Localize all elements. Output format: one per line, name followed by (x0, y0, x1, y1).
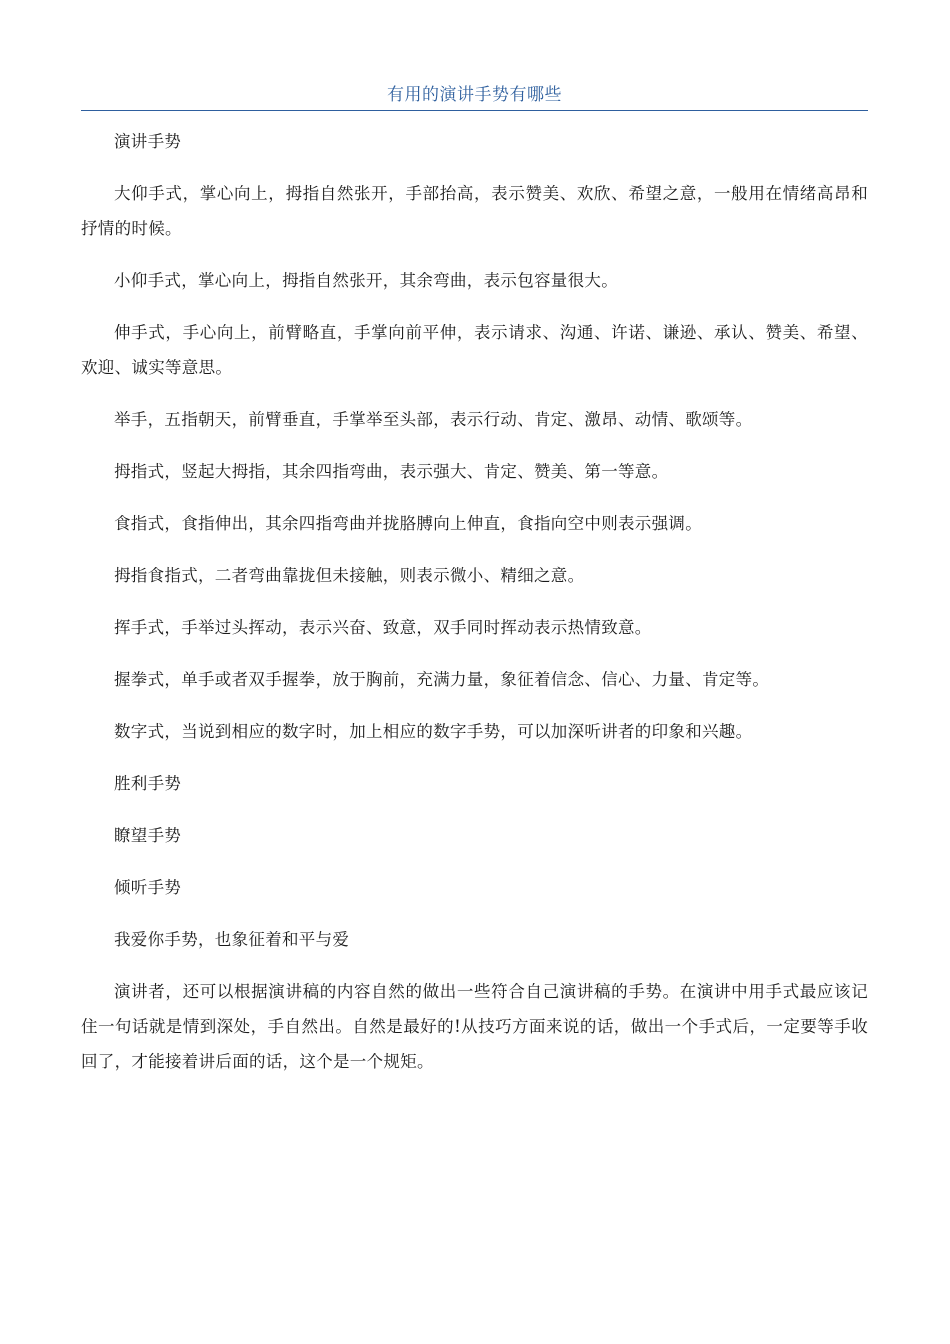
paragraph: 握拳式，单手或者双手握拳，放于胸前，充满力量，象征着信念、信心、力量、肯定等。 (114, 670, 770, 689)
paragraph: 演讲者，还可以根据演讲稿的内容自然的做出一些符合自己演讲稿的手势。在演讲中用手式最应该记住一句话就是情到深处，手自然出。自然是最好的!从技巧方面来说的话，做出一个手式后，一定要等手收回了，才能接着讲后面的话，这个是一个规矩。 (81, 982, 868, 1071)
paragraph: 挥手式，手举过头挥动，表示兴奋、致意，双手同时挥动表示热情致意。 (114, 618, 652, 637)
paragraph: 举手，五指朝天，前臂垂直，手掌举至头部，表示行动、肯定、激昂、动情、歌颂等。 (114, 410, 753, 429)
paragraph: 瞭望手势 (114, 826, 182, 845)
paragraph: 小仰手式，掌心向上，拇指自然张开，其余弯曲，表示包容量很大。 (114, 271, 618, 290)
paragraph: 伸手式，手心向上，前臂略直，手掌向前平伸，表示请求、沟通、许诺、谦逊、承认、赞美、希望、欢迎、诚实等意思。 (81, 323, 868, 377)
paragraph: 数字式，当说到相应的数字时，加上相应的数字手势，可以加深听讲者的印象和兴趣。 (114, 722, 753, 741)
paragraph: 拇指食指式，二者弯曲靠拢但未接触，则表示微小、精细之意。 (114, 566, 585, 585)
paragraph: 拇指式，竖起大拇指，其余四指弯曲，表示强大、肯定、赞美、第一等意。 (114, 462, 669, 481)
paragraph-heading: 演讲手势 (114, 132, 182, 151)
paragraph: 胜利手势 (114, 774, 182, 793)
page-title: 有用的演讲手势有哪些 (387, 85, 562, 105)
page-header (81, 80, 868, 111)
paragraph: 倾听手势 (114, 878, 182, 897)
paragraph: 我爱你手势，也象征着和平与爱 (114, 930, 350, 949)
document-body (81, 124, 868, 1096)
paragraph: 大仰手式，掌心向上，拇指自然张开，手部抬高，表示赞美、欢欣、希望之意，一般用在情绪高昂和抒情的时候。 (81, 184, 868, 238)
paragraph: 食指式，食指伸出，其余四指弯曲并拢胳膊向上伸直，食指向空中则表示强调。 (114, 514, 702, 533)
